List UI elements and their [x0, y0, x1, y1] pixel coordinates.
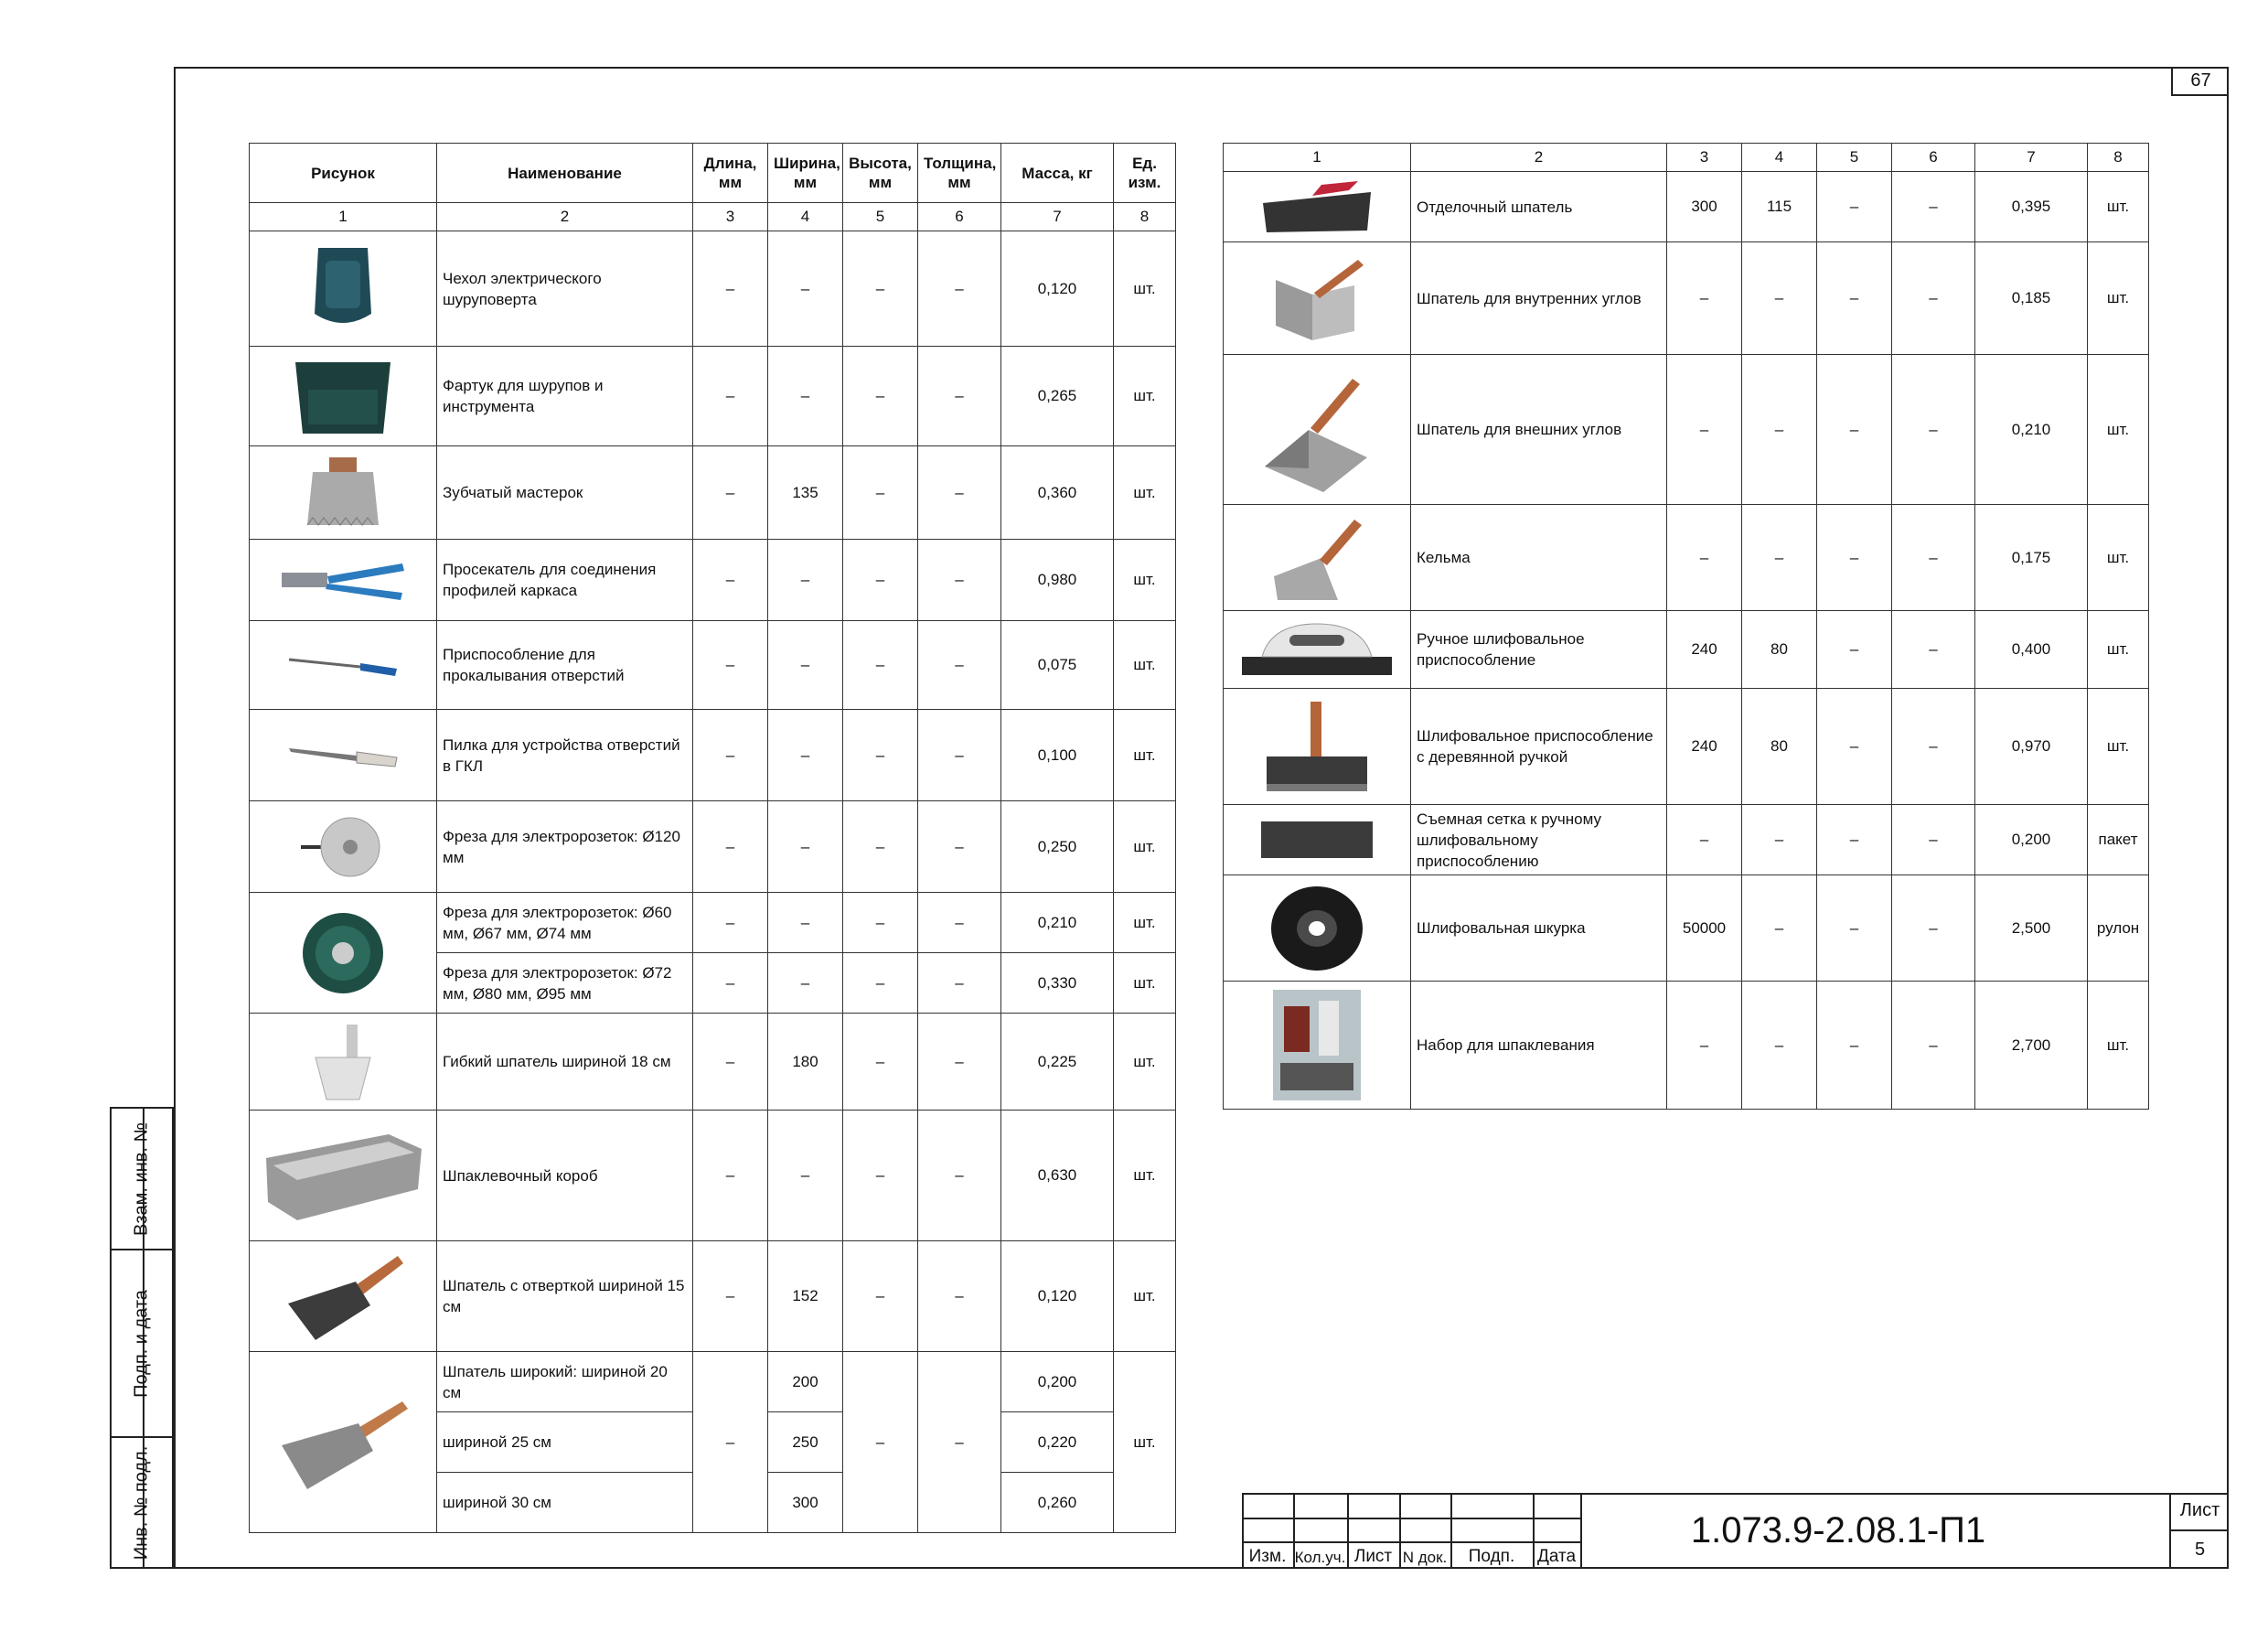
stamp-label-koluch: Кол.уч.	[1294, 1549, 1346, 1566]
item-name: Шлифовальная шкурка	[1411, 875, 1667, 982]
width-value: 152	[768, 1241, 843, 1352]
col-number: 7	[1975, 144, 2088, 172]
thickness-value: –	[1892, 611, 1975, 689]
mass-value: 0,265	[1001, 347, 1114, 446]
pole-sander-icon	[1224, 689, 1411, 805]
mass-value: 0,360	[1001, 446, 1114, 540]
revision-grid	[1242, 1493, 1580, 1569]
length-value: –	[693, 1241, 768, 1352]
side-cell-podp	[112, 1250, 172, 1438]
unit-value: шт.	[1114, 446, 1176, 540]
height-value: –	[1817, 805, 1892, 875]
unit-value: шт.	[1114, 347, 1176, 446]
mass-value: 0,220	[1001, 1412, 1114, 1473]
table-row	[1224, 689, 2149, 805]
height-value: –	[843, 621, 918, 710]
width-value: –	[1742, 242, 1817, 355]
table-row	[1224, 982, 2149, 1110]
height-value: –	[843, 1241, 918, 1352]
right-table	[1223, 143, 2149, 1110]
table-row	[1224, 805, 2149, 875]
item-name: Съемная сетка к ручному шлифовальному приспособлению	[1411, 805, 1667, 875]
col-number: 8	[2088, 144, 2149, 172]
mass-value: 0,970	[1975, 689, 2088, 805]
flexible-spatula-icon	[250, 1014, 437, 1111]
length-value: –	[1667, 505, 1742, 611]
table-row	[250, 801, 1176, 893]
thickness-value: –	[1892, 172, 1975, 242]
title-block	[1242, 1493, 2229, 1569]
table-row	[1224, 242, 2149, 355]
height-value: –	[843, 1111, 918, 1241]
stamp-label-izm: Изм.	[1248, 1547, 1287, 1566]
left-header-row	[250, 144, 1176, 203]
thickness-value: –	[918, 540, 1001, 621]
height-value: –	[843, 801, 918, 893]
length-value: –	[693, 446, 768, 540]
col-number: 3	[693, 203, 768, 231]
item-name: Ручное шлифовальное приспособление	[1411, 611, 1667, 689]
mass-value: 0,200	[1975, 805, 2088, 875]
unit-value: шт.	[1114, 1352, 1176, 1533]
putty-knife-icon	[250, 1241, 437, 1352]
mass-value: 0,395	[1975, 172, 2088, 242]
stamp-label-data: Дата	[1536, 1547, 1577, 1566]
unit-value: шт.	[2088, 172, 2149, 242]
unit-value: шт.	[1114, 893, 1176, 953]
thickness-value: –	[918, 710, 1001, 801]
table-row	[1224, 355, 2149, 505]
mud-pan-icon	[250, 1111, 437, 1241]
unit-value: шт.	[1114, 1241, 1176, 1352]
table-row	[250, 1014, 1176, 1111]
width-value: 300	[768, 1473, 843, 1533]
thickness-value: –	[1892, 355, 1975, 505]
table-row	[250, 1111, 1176, 1241]
height-value: –	[843, 540, 918, 621]
width-value: –	[768, 1111, 843, 1241]
col-number: 3	[1667, 144, 1742, 172]
mass-value: 0,075	[1001, 621, 1114, 710]
left-header-cell: Ед. изм.	[1114, 144, 1176, 203]
side-label-inv: Инв. № подл.	[131, 1445, 152, 1560]
hole-saw-set-icon	[250, 893, 437, 1014]
length-value: –	[693, 801, 768, 893]
thickness-value: –	[918, 1352, 1001, 1533]
left-header-cell: Рисунок	[250, 144, 437, 203]
height-value: –	[843, 1014, 918, 1111]
width-value: –	[768, 710, 843, 801]
sanding-mesh-icon	[1224, 805, 1411, 875]
table-row	[250, 1241, 1176, 1352]
mass-value: 0,120	[1001, 1241, 1114, 1352]
length-value: –	[1667, 982, 1742, 1110]
length-value: –	[1667, 242, 1742, 355]
col-number: 5	[843, 203, 918, 231]
side-label-vzam: Взам. инв. №	[131, 1121, 152, 1236]
length-value: –	[693, 710, 768, 801]
mass-value: 0,260	[1001, 1473, 1114, 1533]
left-header-cell: Длина, мм	[693, 144, 768, 203]
width-value: 80	[1742, 611, 1817, 689]
item-name: Шпатель для внутренних углов	[1411, 242, 1667, 355]
mass-value: 0,120	[1001, 231, 1114, 347]
item-name: Шпаклевочный короб	[437, 1111, 693, 1241]
length-value: –	[693, 621, 768, 710]
unit-value: пакет	[2088, 805, 2149, 875]
thickness-value: –	[918, 953, 1001, 1014]
right-colnum-row	[1224, 144, 2149, 172]
unit-value: шт.	[2088, 505, 2149, 611]
thickness-value: –	[918, 1014, 1001, 1111]
length-value: –	[693, 231, 768, 347]
col-number: 5	[1817, 144, 1892, 172]
col-number: 7	[1001, 203, 1114, 231]
width-value: –	[768, 801, 843, 893]
mass-value: 2,500	[1975, 875, 2088, 982]
item-name: Шлифовальное приспособление с деревянной ручкой	[1411, 689, 1667, 805]
col-number: 1	[1224, 144, 1411, 172]
width-value: 115	[1742, 172, 1817, 242]
mass-value: 0,185	[1975, 242, 2088, 355]
thickness-value: –	[1892, 689, 1975, 805]
unit-value: шт.	[2088, 242, 2149, 355]
unit-value: шт.	[2088, 355, 2149, 505]
thickness-value: –	[918, 621, 1001, 710]
notched-trowel-icon	[250, 446, 437, 540]
unit-value: шт.	[1114, 710, 1176, 801]
thickness-value: –	[1892, 805, 1975, 875]
unit-value: шт.	[1114, 540, 1176, 621]
item-name: Отделочный шпатель	[1411, 172, 1667, 242]
left-header-cell: Наименование	[437, 144, 693, 203]
height-value: –	[1817, 355, 1892, 505]
height-value: –	[843, 1352, 918, 1533]
length-value: –	[693, 540, 768, 621]
thickness-value: –	[918, 347, 1001, 446]
width-value: –	[1742, 875, 1817, 982]
height-value: –	[843, 347, 918, 446]
unit-value: шт.	[1114, 231, 1176, 347]
width-value: 80	[1742, 689, 1817, 805]
mass-value: 0,400	[1975, 611, 2088, 689]
height-value: –	[1817, 242, 1892, 355]
title-block-top-border	[1242, 1493, 2229, 1495]
mass-value: 0,630	[1001, 1111, 1114, 1241]
col-number: 1	[250, 203, 437, 231]
item-name: Шпатель широкий: шириной 20 см	[437, 1352, 693, 1412]
item-name: Фартук для шурупов и инструмента	[437, 347, 693, 446]
width-value: 250	[768, 1412, 843, 1473]
table-row	[1224, 875, 2149, 982]
unit-value: шт.	[1114, 621, 1176, 710]
left-header-cell: Масса, кг	[1001, 144, 1114, 203]
item-name: Кельма	[1411, 505, 1667, 611]
table-row	[250, 231, 1176, 347]
table-row	[250, 710, 1176, 801]
stamp-label-podp: Подп.	[1468, 1547, 1515, 1566]
length-value: 300	[1667, 172, 1742, 242]
hole-saw-icon	[250, 801, 437, 893]
left-table	[249, 143, 1176, 1533]
width-value: –	[768, 540, 843, 621]
width-value: 180	[768, 1014, 843, 1111]
tool-apron-icon	[250, 347, 437, 446]
height-value: –	[843, 953, 918, 1014]
mass-value: 2,700	[1975, 982, 2088, 1110]
item-name: Шпатель с отверткой шириной 15 см	[437, 1241, 693, 1352]
table-row	[1224, 505, 2149, 611]
col-number: 8	[1114, 203, 1176, 231]
width-value: –	[768, 347, 843, 446]
finishing-trowel-icon	[1224, 172, 1411, 242]
item-name: Зубчатый мастерок	[437, 446, 693, 540]
item-name: шириной 30 см	[437, 1473, 693, 1533]
unit-value: шт.	[1114, 1014, 1176, 1111]
table-row	[250, 893, 1176, 953]
length-value: –	[1667, 805, 1742, 875]
length-value: 50000	[1667, 875, 1742, 982]
sheet-number: 5	[2194, 1539, 2206, 1560]
side-cell-inv	[112, 1438, 172, 1567]
thickness-value: –	[918, 446, 1001, 540]
mass-value: 0,210	[1001, 893, 1114, 953]
unit-value: шт.	[2088, 982, 2149, 1110]
thickness-value: –	[918, 801, 1001, 893]
table-row	[250, 347, 1176, 446]
length-value: 240	[1667, 611, 1742, 689]
width-value: –	[768, 953, 843, 1014]
col-number: 2	[1411, 144, 1667, 172]
left-header-cell: Высота, мм	[843, 144, 918, 203]
mass-value: 0,200	[1001, 1352, 1114, 1412]
thickness-value: –	[918, 1111, 1001, 1241]
mass-value: 0,175	[1975, 505, 2088, 611]
mass-value: 0,225	[1001, 1014, 1114, 1111]
height-value: –	[1817, 982, 1892, 1110]
left-header-cell: Толщина, мм	[918, 144, 1001, 203]
unit-value: шт.	[1114, 801, 1176, 893]
item-name: Фреза для электророзеток: Ø60 мм, Ø67 мм, Ø74 мм	[437, 893, 693, 953]
width-value: –	[1742, 982, 1817, 1110]
width-value: 135	[768, 446, 843, 540]
height-value: –	[843, 446, 918, 540]
unit-value: шт.	[2088, 611, 2149, 689]
height-value: –	[843, 710, 918, 801]
length-value: –	[1667, 355, 1742, 505]
item-name: Приспособление для прокалывания отверстий	[437, 621, 693, 710]
item-name: Фреза для электророзеток: Ø120 мм	[437, 801, 693, 893]
item-name: Шпатель для внешних углов	[1411, 355, 1667, 505]
item-name: Гибкий шпатель шириной 18 см	[437, 1014, 693, 1111]
width-value: –	[1742, 355, 1817, 505]
left-header-cell: Ширина, мм	[768, 144, 843, 203]
length-value: –	[693, 1352, 768, 1533]
length-value: –	[693, 1111, 768, 1241]
mass-value: 0,980	[1001, 540, 1114, 621]
unit-value: шт.	[1114, 953, 1176, 1014]
height-value: –	[1817, 172, 1892, 242]
col-number: 6	[1892, 144, 1975, 172]
width-value: –	[768, 893, 843, 953]
drywall-saw-icon	[250, 710, 437, 801]
col-number: 4	[1742, 144, 1817, 172]
item-name: Пилка для устройства отверстий в ГКЛ	[437, 710, 693, 801]
side-cell-vzam	[112, 1109, 172, 1250]
width-value: 200	[768, 1352, 843, 1412]
thickness-value: –	[918, 893, 1001, 953]
table-row	[250, 446, 1176, 540]
width-value: –	[768, 621, 843, 710]
plastering-kit-icon	[1224, 982, 1411, 1110]
wide-spatula-icon	[250, 1352, 437, 1533]
thickness-value: –	[918, 231, 1001, 347]
mass-value: 0,330	[1001, 953, 1114, 1014]
height-value: –	[1817, 875, 1892, 982]
thickness-value: –	[1892, 875, 1975, 982]
height-value: –	[843, 893, 918, 953]
mass-value: 0,210	[1975, 355, 2088, 505]
table-row	[250, 540, 1176, 621]
item-name: Фреза для электророзеток: Ø72 мм, Ø80 мм, Ø95 мм	[437, 953, 693, 1014]
thickness-value: –	[1892, 242, 1975, 355]
left-colnum-row	[250, 203, 1176, 231]
side-label-podp: Подп. и дата	[131, 1289, 152, 1398]
page-number: 67	[2171, 67, 2229, 96]
width-value: –	[768, 231, 843, 347]
sheet-box	[2169, 1493, 2229, 1569]
thickness-value: –	[918, 1241, 1001, 1352]
table-row	[1224, 611, 2149, 689]
length-value: –	[693, 347, 768, 446]
width-value: –	[1742, 505, 1817, 611]
side-stamp	[110, 1107, 174, 1569]
mass-value: 0,100	[1001, 710, 1114, 801]
width-value: –	[1742, 805, 1817, 875]
length-value: –	[693, 953, 768, 1014]
inside-corner-trowel-icon	[1224, 242, 1411, 355]
sandpaper-roll-icon	[1224, 875, 1411, 982]
table-row	[1224, 172, 2149, 242]
thickness-value: –	[1892, 505, 1975, 611]
hand-sander-icon	[1224, 611, 1411, 689]
unit-value: шт.	[1114, 1111, 1176, 1241]
crimper-icon	[250, 540, 437, 621]
item-name: шириной 25 см	[437, 1412, 693, 1473]
table-row	[250, 1352, 1176, 1412]
unit-value: шт.	[2088, 689, 2149, 805]
table-row	[250, 621, 1176, 710]
length-value: –	[693, 1014, 768, 1111]
item-name: Просекатель для соединения профилей каркаса	[437, 540, 693, 621]
height-value: –	[843, 231, 918, 347]
item-name: Чехол электрического шуруповерта	[437, 231, 693, 347]
col-number: 4	[768, 203, 843, 231]
sheet-label: Лист	[2171, 1493, 2229, 1531]
length-value: –	[693, 893, 768, 953]
length-value: 240	[1667, 689, 1742, 805]
height-value: –	[1817, 689, 1892, 805]
col-number: 2	[437, 203, 693, 231]
stamp-label-list: Лист	[1353, 1547, 1393, 1566]
mason-trowel-icon	[1224, 505, 1411, 611]
mass-value: 0,250	[1001, 801, 1114, 893]
stamp-label-ndok: N док.	[1402, 1549, 1448, 1566]
document-code: 1.073.9-2.08.1-П1	[1690, 1510, 1986, 1551]
screwdriver-holster-icon	[250, 231, 437, 347]
height-value: –	[1817, 611, 1892, 689]
col-number: 6	[918, 203, 1001, 231]
item-name: Набор для шпаклевания	[1411, 982, 1667, 1110]
awl-icon	[250, 621, 437, 710]
unit-value: рулон	[2088, 875, 2149, 982]
height-value: –	[1817, 505, 1892, 611]
outside-corner-trowel-icon	[1224, 355, 1411, 505]
thickness-value: –	[1892, 982, 1975, 1110]
